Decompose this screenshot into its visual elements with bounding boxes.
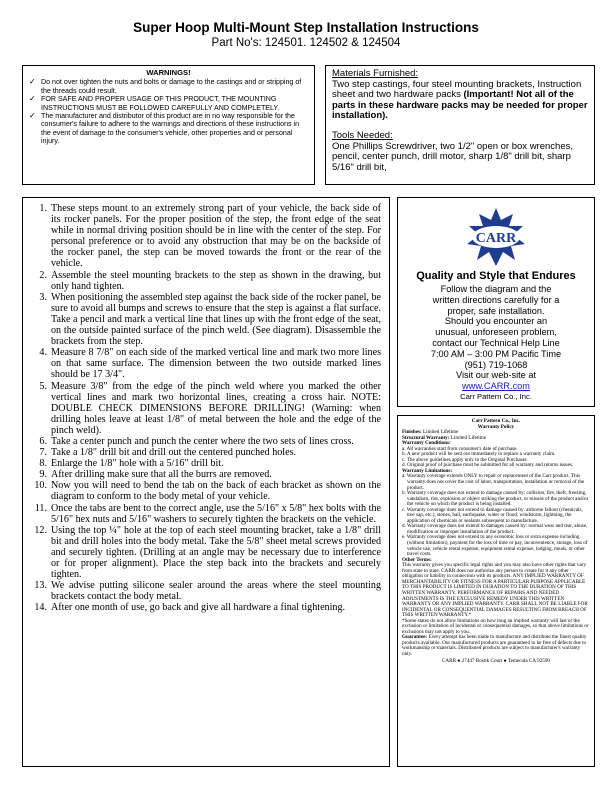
instructions-box (22, 197, 390, 767)
conditions-item: b. A new product will be sent out immediately to replace a warranty claim. (402, 451, 556, 458)
help-line: proper, safe installation. (447, 305, 545, 316)
carr-logo-icon (461, 206, 531, 268)
materials-heading: Materials Furnished: (332, 68, 419, 79)
limitations-item: a. Warranty coverage extends ONLY to repair or replacement of the Carr product. This warranty does not cover the cost of labor, transportation, installation or removal of the product. (402, 473, 585, 491)
warning-item: ✓ FOR SAFE AND PROPER USAGE OF THIS PRODUCT, THE MOUNTING INSTRUCTIONS MUST BE FOLLOWED CAREFULLY AND COMPLETELY. (29, 94, 280, 112)
help-line: 7:00 AM – 3:00 PM Pacific Time (430, 348, 562, 359)
header (0, 20, 612, 50)
limitations-item: b. Warranty coverage does not extend to damage caused by: collision, fire, theft, freezing, vandalism, riot, explosion or object striking the product, or misuse of the product and/or the vehicle on which the product is being installed. (402, 490, 589, 508)
checkmark-icon: ✓ (29, 77, 36, 87)
warnings-list (29, 78, 308, 145)
instruction-step: 11. Once the tabs are bent to the correct angle, use the 5/16" x 5/8" hex bolts with the 5/16" hex nuts and 5/16" washers to securely tighten the brackets on the vehicle. (34, 502, 381, 525)
other-terms-label: Other Terms: (402, 556, 432, 563)
limitations-list (402, 474, 590, 557)
logo-text: CARR (475, 231, 517, 246)
help-line: written directions carefully for a (432, 294, 560, 305)
instruction-step: 5. Measure 3/8" from the edge of the pinch weld where you marked the other vertical lines and mark two horizontal lines, creating a cross hair. NOTE: DOUBLE CHECK DIMENSIONS BEFORE DRILLING! (Warning: when drilling holes leave at least 1/8" of metal between the hole and the edge of the pinch weld). (39, 380, 381, 436)
instruction-step: 12. Using the top ¼" hole at the top of each steel mounting bracket, take a 1/8" drill bit and drill holes into the body metal. Take the 5/8" sheet metal screws provided and securely tighten. (Drilling at an angle may be necessary due to interference or for proper alignment). Place the step back into the brackets and securely tighten. (34, 524, 381, 581)
part-numbers: Part No's: 124501. 124502 & 124504 (211, 37, 401, 49)
checkmark-icon: ✓ (29, 111, 36, 121)
help-text (403, 284, 589, 381)
instruction-step: 8. Enlarge the 1/8" hole with a 5/16" drill bit. (39, 458, 224, 470)
conditions-list (402, 447, 590, 469)
warning-item: ✓ Do not over tighten the nuts and bolts or damage to the castings and or stripping of the threads could result. (29, 77, 302, 95)
instruction-step: 7. Take a 1/8" drill bit and drill out the centered punched holes. (39, 447, 297, 459)
help-line: Visit our web-site at (455, 370, 536, 381)
checkmark-icon: ✓ (29, 94, 36, 104)
instruction-step: 14. After one month of use, go back and give all hardware a final tightening. (34, 602, 346, 614)
tools-heading: Tools Needed: (332, 129, 393, 141)
other-terms-text: This warranty gives you specific legal rights and you may also have other rights that vary from state to state. CARR does not authorize any person to create for it any other obligation or liability in connection with its products. ANY IMPLIED WARRANTY OF MERCHANTABILITY OR FITNESS FOR A PARTICULAR PURPOSE APPLICABLE TO THIS PRODUCT IS LIMITED IN DURATION TO THE DURATION OF THIS WRITTEN WARRANTY. PERFORMANCE OF REPAIRS AND NEEDED ADJUSTMENTS IS THE EXCLUSIVE REMEDY UNDER THIS WRITTEN WARRANTY OR ANY IMPLIED WARRANTY. CARR SHALL NOT BE LIABLE FOR INCIDENTAL OR CONSEQUENTIAL DAMAGES RESULTING FROM BREACH OF THIS WRITTEN WARRANTY.* (402, 562, 588, 619)
help-line: Should you encounter an (444, 316, 548, 327)
instruction-step: 3. When positioning the assembled step against the back side of the rocker panel, be sure to avoid all bumps and screws to ensure that the step is against a flat surface. Take a pencil and mark a vertical line that lines up with the front edge of the seat, on the outside painted surface of the pinch weld. (See diagram). Disassemble the brackets from the step. (39, 291, 381, 348)
conditions-item: a. All warranties start from consumer's date of purchase. (402, 445, 518, 452)
conditions-item: d. Original proof of purchase must be submitted for all warranty and returns issues. (402, 462, 574, 469)
conditions-label: Warranty Conditions: (402, 440, 451, 447)
company-name: Carr Pattern Co., Inc. (460, 391, 532, 401)
warranty-policy: Warranty Policy (477, 423, 515, 430)
carr-info-box (397, 197, 595, 407)
conditions-item: c. The above guidelines apply only to the Original Purchaser. (402, 456, 528, 463)
note-text: *Some states do not allow limitations on how long an implied warranty will last or the exclusion or limitation of incidental or consequential damages, so that above limitations or exclusions may not apply to you. (402, 617, 589, 635)
page-title: Super Hoop Multi-Mount Step Installation Instructions (133, 20, 479, 35)
instruction-step: 13. We advise putting silicone sealer around the areas where the steel mounting brackets contact the body metal. (34, 580, 381, 603)
help-line: unusual, unforeseen problem, (435, 327, 557, 338)
limitations-item: e. Warranty coverage does not extend to any economic loss or extra expense including (without limitation), payment for the loss of time or pay, inconvenience, storage, loss of vehicle use, vehicle rental expense, equipment rental expense, lodging, meals, or other travel costs. (402, 534, 588, 558)
website-link[interactable]: www.CARR.com (462, 381, 530, 392)
limitations-label: Warranty Limitations: (402, 467, 453, 474)
help-line: Follow the diagram and the (440, 284, 552, 294)
instruction-step: 2. Assemble the steel mounting brackets to the step as shown in the drawing, but only hand tighten. (39, 269, 381, 292)
warnings-title: WARNINGS! (146, 68, 191, 77)
materials-box (325, 65, 595, 185)
warning-item: ✓ The manufacturer and distributor of this product are in no way responsible for the consumer's failure to adhere to the warnings and directions of these instructions in the event of damage to the consumer's vehicle, other properties and or personal injury. (29, 111, 300, 146)
help-line: contact our Technical Help Line (432, 337, 560, 348)
help-line: (951) 719-1068 (464, 359, 528, 370)
instruction-step: 4. Measure 8 7/8" on each side of the marked vertical line and mark two more lines on that same surface. The dimension between the two outside marked lines should be 17 3/4". (39, 347, 381, 381)
instruction-step: 6. Take a center punch and punch the center where the two sets of lines cross. (39, 435, 354, 447)
slogan: Quality and Style that Endures (416, 270, 576, 282)
instructions-list (27, 203, 381, 613)
instruction-step: 1. These steps mount to an extremely strong part of your vehicle, the back side of its rocker panels. For the proper position of the step, the front edge of the seat while in normal driving position should be in line with the center of the step. For personal preference or to avoid any obstruction that may be on the backside of the rocker panel, the step can be moved towards the front or the rear of the vehicle. (39, 203, 381, 270)
structural-line: Structural Warranty: Limited Lifetime (402, 434, 487, 441)
guarantee-line: Guarantee: Every attempt has been made to manufacture and distribute the finest quality products available. Our manufactured products are guaranteed to be free of defects due to workmanship or materials. Distributed products are subject to manufacturer's warranty only. (402, 634, 587, 657)
warnings-box (22, 65, 315, 185)
materials-text: Two step castings, four steel mounting brackets, Instruction sheet and two hardware packs (Important! Not all of the parts in these hardware packs may be needed for proper installation). (332, 78, 588, 122)
materials-important: (Important! Not all of the parts in these hardware packs may be needed for proper installation). (332, 89, 588, 122)
warranty-box (397, 415, 595, 767)
tools-text: One Phillips Screwdriver, two 1/2" open or box wrenches, pencil, center punch, drill motor, sharp 1/8" drill bit, sharp 5/16" drill bit, (332, 140, 573, 173)
limitations-item: c. Warranty coverage does not extend to damage caused by: airborne fallout (chemicals, tree sap, etc.), stones, hail, earthquake, water or flood, windstorm, lightning, the application of chemicals or sealants subsequent to manufacture. (402, 506, 583, 524)
instruction-step: 10. Now you will need to bend the tab on the back of each bracket as shown on the diagram to conform to the body metal of your vehicle. (34, 480, 381, 503)
instruction-step: 9. After drilling make sure that all the burrs are removed. (39, 469, 272, 481)
address-footer: CARR ● 27447 Bostik Court ● Temecula CA 92590 (442, 657, 550, 664)
warranty-company: Carr Pattern Co., Inc. (471, 418, 521, 424)
finishes-line: Finishes: Limited Lifetime (402, 429, 459, 436)
limitations-item: d. Warranty coverage does not extend to damages caused by: normal wear and tear, abuse, modification or improper installation of the product. (402, 523, 588, 535)
